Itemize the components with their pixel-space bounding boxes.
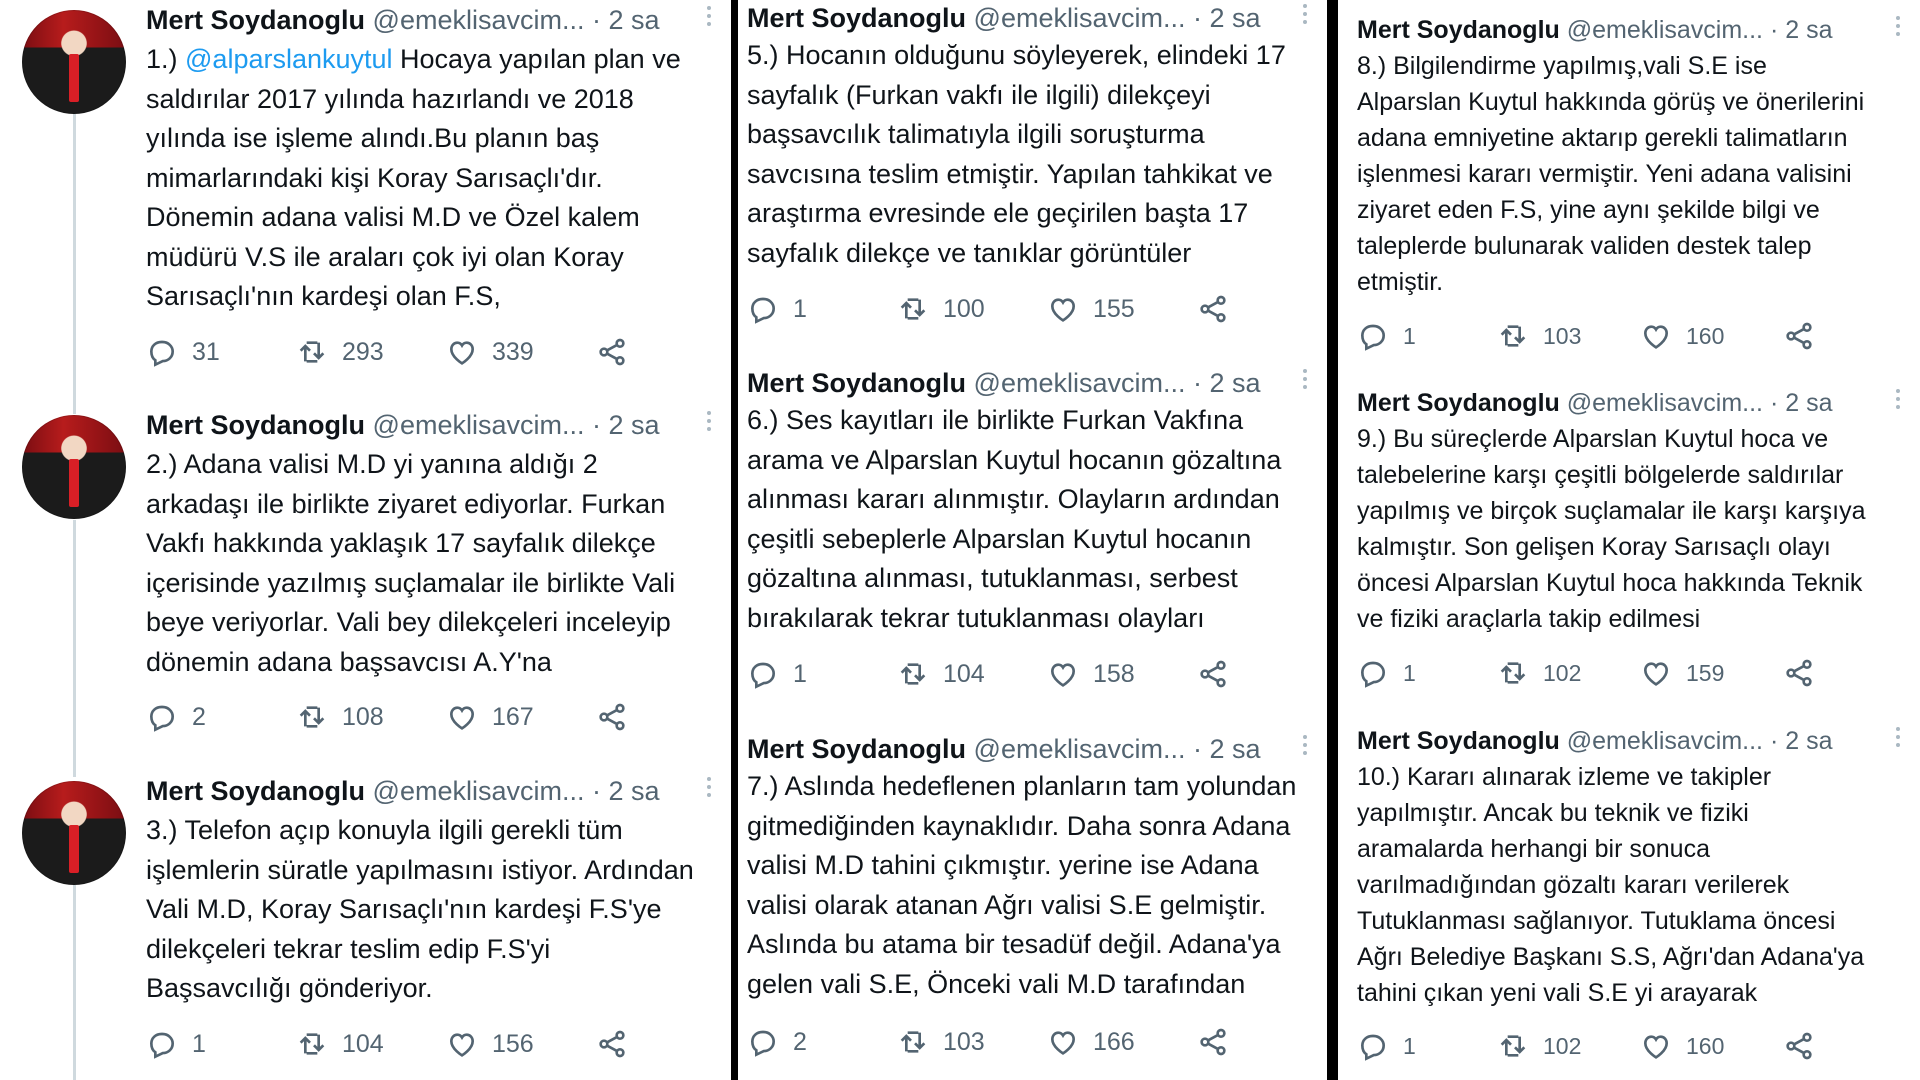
separator: · [592, 5, 601, 35]
like-icon [446, 701, 478, 733]
like-icon [1047, 658, 1079, 690]
share-button[interactable] [596, 336, 628, 368]
tweet-actions [146, 1024, 628, 1064]
share-icon [1783, 657, 1815, 689]
retweet-icon [897, 658, 929, 690]
tweet-time[interactable]: 2 sa [608, 5, 660, 35]
author-handle[interactable]: @emeklisavcim... [1566, 16, 1763, 44]
reply-button[interactable] [747, 1026, 897, 1058]
tweet-time[interactable]: 2 sa [1209, 3, 1261, 33]
tweet-actions [146, 332, 628, 372]
like-count: 160 [1686, 1032, 1725, 1059]
share-button[interactable] [596, 701, 628, 733]
reply-icon [747, 293, 779, 325]
like-count: 159 [1686, 659, 1725, 686]
tweet-header [146, 407, 731, 443]
retweet-button[interactable] [296, 1028, 446, 1060]
like-count: 339 [492, 337, 534, 366]
like-button[interactable] [446, 336, 596, 368]
like-button[interactable] [1047, 658, 1197, 690]
like-count: 158 [1093, 659, 1135, 688]
separator: · [1193, 3, 1202, 33]
reply-icon [1357, 320, 1389, 352]
like-count: 166 [1093, 1027, 1135, 1056]
share-button[interactable] [1783, 1030, 1815, 1062]
reply-count: 1 [1403, 322, 1416, 349]
reply-button[interactable] [747, 293, 897, 325]
tweet-actions [1357, 1026, 1815, 1066]
retweet-icon [897, 1026, 929, 1058]
share-icon [1197, 293, 1229, 325]
author-name[interactable]: Mert Soydanoglu [146, 5, 366, 35]
retweet-icon [1497, 657, 1529, 689]
share-button[interactable] [1197, 1026, 1229, 1058]
thread-line [73, 885, 76, 1080]
author-name[interactable]: Mert Soydanoglu [146, 776, 366, 806]
like-icon [1047, 1026, 1079, 1058]
reply-count: 1 [1403, 1032, 1416, 1059]
author-name[interactable]: Mert Soydanoglu [1357, 389, 1560, 417]
tweet-time[interactable]: 2 sa [1209, 734, 1261, 764]
mention-link[interactable]: @alparslankuytul [185, 44, 393, 74]
like-count: 156 [492, 1029, 534, 1058]
avatar[interactable] [22, 781, 126, 885]
reply-icon [747, 1026, 779, 1058]
tweet-text: 5.) Hocanın olduğunu söyleyerek, elindeki 17 sayfalık (Furkan vakfı ile ilgili) dilekçeyi başsavcılık talimatıyla ilgili soruşturma savcısına teslim etmiştir. Yapılan tahkikat ve araştırma evresinde ele geçirilen başta 17 sayfalık dilekçe ve tanıklar görüntüler [747, 40, 1286, 268]
like-button[interactable] [446, 1028, 596, 1060]
more-icon[interactable] [1303, 369, 1309, 393]
like-icon [1640, 1030, 1672, 1062]
tweet-time[interactable]: 2 sa [1209, 368, 1261, 398]
like-button[interactable] [1640, 320, 1783, 352]
like-button[interactable] [1640, 657, 1783, 689]
retweet-icon [1497, 320, 1529, 352]
tweet-actions [1357, 653, 1815, 693]
author-handle[interactable]: @emeklisavcim... [1566, 727, 1763, 755]
retweet-icon [897, 293, 929, 325]
retweet-button[interactable] [296, 336, 446, 368]
retweet-icon [296, 701, 328, 733]
retweet-count: 103 [1543, 322, 1582, 349]
tweet-actions [747, 289, 1229, 329]
more-icon[interactable] [1896, 16, 1902, 40]
reply-count: 2 [793, 1027, 807, 1056]
tweet-text: 2.) Adana valisi M.D yi yanına aldığı 2 arkadaşı ile birlikte ziyaret ediyorlar. Furkan Vakfı hakkında yaklaşık 17 sayfalık dilekçe içerisinde yazılmış suçlamalar ile birlikte Vali beye veriyorlar. Vali bey dilekçeleri inceleyip dönemin adana başsavcısı A.Y'na [146, 449, 676, 677]
reply-icon [146, 1028, 178, 1060]
like-button[interactable] [1047, 293, 1197, 325]
retweet-icon [1497, 1030, 1529, 1062]
retweet-count: 293 [342, 337, 384, 366]
tweet-actions [1357, 316, 1815, 356]
like-icon [1640, 320, 1672, 352]
tweet-text: 8.) Bilgilendirme yapılmış,vali S.E ise Alparslan Kuytul hakkında görüş ve önerilerini adana emniyetine aktarıp gerekli talimatların işlenmesi kararı vermiştir. Yeni adana valisini ziyaret eden F.S, yine aynı şekilde bilgi ve taleplerde bulunarak validen destek talep etmiştir. [1357, 52, 1865, 296]
retweet-button[interactable] [897, 1026, 1047, 1058]
reply-button[interactable] [146, 701, 296, 733]
share-icon [1783, 1030, 1815, 1062]
tweet-header [747, 731, 1327, 767]
share-icon [1197, 1026, 1229, 1058]
author-name[interactable]: Mert Soydanoglu [747, 368, 967, 398]
tweet-actions [747, 654, 1229, 694]
share-icon [596, 1028, 628, 1060]
reply-button[interactable] [1357, 657, 1497, 689]
tweet-time[interactable]: 2 sa [608, 410, 660, 440]
separator: · [592, 410, 601, 440]
share-icon [596, 701, 628, 733]
separator: · [592, 776, 601, 806]
reply-icon [146, 336, 178, 368]
separator: · [1193, 368, 1202, 398]
retweet-button[interactable] [897, 293, 1047, 325]
more-icon[interactable] [707, 411, 713, 435]
like-button[interactable] [1047, 1026, 1197, 1058]
retweet-button[interactable] [1497, 320, 1640, 352]
tweet-time[interactable]: 2 sa [1785, 389, 1833, 417]
more-icon[interactable] [1303, 4, 1309, 28]
tweet-header [1357, 12, 1920, 48]
tweet-header [1357, 723, 1920, 759]
tweet-header [747, 365, 1327, 401]
share-button[interactable] [1197, 658, 1229, 690]
tweet-time[interactable]: 2 sa [1785, 727, 1833, 755]
avatar[interactable] [22, 415, 126, 519]
reply-icon [747, 658, 779, 690]
retweet-button[interactable] [296, 701, 446, 733]
reply-button[interactable] [146, 1028, 296, 1060]
separator: · [1769, 16, 1779, 44]
tweet-text: 10.) Kararı alınarak izleme ve takipler yapılmıştır. Ancak bu teknik ve fiziki aramalarda herhangi bir sonuca varılmadığından gözaltı kararı verilerek Tutuklanması sağlanıyor. Tutuklama öncesi Ağrı Belediye Başkanı S.S, Ağrı'dan Adana'ya tahini çıkan yeni vali S.E yi arayarak [1357, 763, 1865, 1007]
more-icon[interactable] [707, 777, 713, 801]
tweet-header [1357, 385, 1920, 421]
reply-icon [146, 701, 178, 733]
tweet-text: 1.) @alparslankuytul Hocaya yapılan plan ve saldırılar 2017 yılında hazırlandı ve 2018 yılında ise işleme alındı.Bu planın baş mimarlarındaki kişi Koray Sarısaçlı'dır. Dönemin adana valisi M.D ve Özel kalem müdürü V.S ile araları çok iyi olan Koray Sarısaçlı'nın kardeşi olan F.S, [146, 44, 681, 311]
retweet-button[interactable] [1497, 657, 1640, 689]
author-handle[interactable]: @emeklisavcim... [973, 3, 1186, 33]
retweet-count: 108 [342, 702, 384, 731]
like-icon [1047, 293, 1079, 325]
share-button[interactable] [1783, 657, 1815, 689]
author-name[interactable]: Mert Soydanoglu [747, 734, 967, 764]
author-name[interactable]: Mert Soydanoglu [1357, 727, 1560, 755]
retweet-count: 102 [1543, 659, 1582, 686]
retweet-icon [296, 336, 328, 368]
tweet-header [146, 2, 731, 38]
more-icon[interactable] [707, 6, 713, 30]
thread-line [73, 114, 76, 414]
separator: · [1193, 734, 1202, 764]
like-icon [446, 1028, 478, 1060]
tweet-column-1 [0, 0, 731, 1080]
author-name[interactable]: Mert Soydanoglu [1357, 16, 1560, 44]
thread-line [73, 520, 76, 777]
tweet-column-2 [738, 0, 1327, 1080]
author-handle[interactable]: @emeklisavcim... [372, 5, 585, 35]
reply-count: 31 [192, 337, 220, 366]
tweet-text: 3.) Telefon açıp konuyla ilgili gerekli tüm işlemlerin süratle yapılmasını istiyor. Ardından Vali M.D, Koray Sarısaçlı'nın kardeşi F.S'ye dilekçeleri tekrar teslim edip F.S'yi Başsavcılığı gönderiyor. [146, 815, 694, 1003]
reply-icon [1357, 1030, 1389, 1062]
like-count: 167 [492, 702, 534, 731]
more-icon[interactable] [1896, 727, 1902, 751]
reply-button[interactable] [1357, 1030, 1497, 1062]
separator: · [1769, 389, 1779, 417]
more-icon[interactable] [1303, 735, 1309, 759]
reply-count: 1 [793, 659, 807, 688]
author-handle[interactable]: @emeklisavcim... [372, 776, 585, 806]
share-icon [1197, 658, 1229, 690]
retweet-button[interactable] [897, 658, 1047, 690]
retweet-icon [296, 1028, 328, 1060]
reply-button[interactable] [146, 336, 296, 368]
retweet-count: 103 [943, 1027, 985, 1056]
reply-button[interactable] [747, 658, 897, 690]
avatar[interactable] [22, 10, 126, 114]
share-button[interactable] [596, 1028, 628, 1060]
share-icon [1783, 320, 1815, 352]
reply-count: 2 [192, 702, 206, 731]
retweet-count: 104 [342, 1029, 384, 1058]
tweet-text: 7.) Aslında hedeflenen planların tam yolundan gitmediğinden kaynaklıdır. Daha sonra Adana valisi M.D tahini çıkmıştır. yerine ise Adana valisi olarak atanan Ağrı valisi S.E gelmiştir. Aslında bu atama bir tesadüf değil. Adana'ya gelen vali S.E, Önceki vali M.D tarafından [747, 771, 1297, 999]
separator: · [1769, 727, 1779, 755]
tweet-actions [747, 1022, 1229, 1062]
author-handle[interactable]: @emeklisavcim... [973, 368, 1186, 398]
reply-count: 1 [1403, 659, 1416, 686]
like-count: 160 [1686, 322, 1725, 349]
tweet-column-3 [1338, 0, 1920, 1080]
like-icon [1640, 657, 1672, 689]
author-handle[interactable]: @emeklisavcim... [973, 734, 1186, 764]
like-icon [446, 336, 478, 368]
reply-icon [1357, 657, 1389, 689]
like-button[interactable] [1640, 1030, 1783, 1062]
tweet-actions [146, 697, 628, 737]
retweet-count: 104 [943, 659, 985, 688]
more-icon[interactable] [1896, 389, 1902, 413]
tweet-header [747, 0, 1327, 36]
tweet-text: 9.) Bu süreçlerde Alparslan Kuytul hoca ve talebelerine karşı çeşitli bölgelerde saldırılar yapılmış ve birçok suçlamalar ile karşı karşıya kalmıştır. Son gelişen Koray Sarısaçlı olayı öncesi Alparslan Kuytul hoca hakkında Teknik ve fiziki araçlarla takip edilmesi [1357, 425, 1866, 633]
retweet-count: 102 [1543, 1032, 1582, 1059]
tweet-header [146, 773, 731, 809]
author-name[interactable]: Mert Soydanoglu [146, 410, 366, 440]
like-count: 155 [1093, 294, 1135, 323]
author-handle[interactable]: @emeklisavcim... [1566, 389, 1763, 417]
tweet-time[interactable]: 2 sa [608, 776, 660, 806]
share-button[interactable] [1197, 293, 1229, 325]
author-name[interactable]: Mert Soydanoglu [747, 3, 967, 33]
reply-count: 1 [192, 1029, 206, 1058]
retweet-count: 100 [943, 294, 985, 323]
share-button[interactable] [1783, 320, 1815, 352]
reply-button[interactable] [1357, 320, 1497, 352]
reply-count: 1 [793, 294, 807, 323]
share-icon [596, 336, 628, 368]
tweet-text: 6.) Ses kayıtları ile birlikte Furkan Vakfına arama ve Alparslan Kuytul hocanın gözaltına alınması kararı alınmıştır. Olayların ardından çeşitli sebeplerle Alparslan Kuytul hocanın gözaltına alınması, tutuklanması, serbest bırakılarak tekrar tutuklanması olayları [747, 405, 1282, 633]
tweet-time[interactable]: 2 sa [1785, 16, 1833, 44]
author-handle[interactable]: @emeklisavcim... [372, 410, 585, 440]
retweet-button[interactable] [1497, 1030, 1640, 1062]
like-button[interactable] [446, 701, 596, 733]
